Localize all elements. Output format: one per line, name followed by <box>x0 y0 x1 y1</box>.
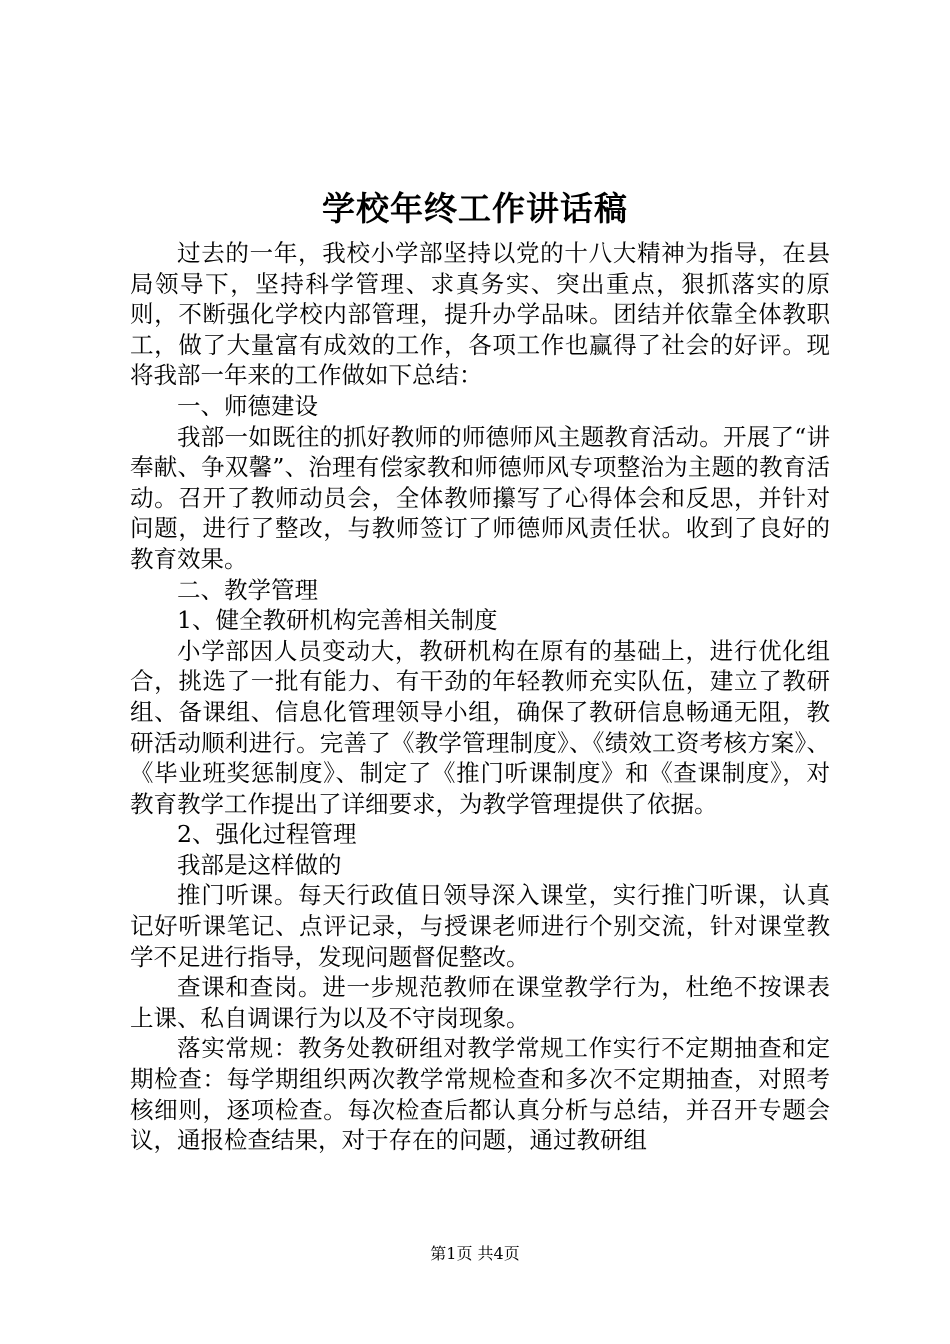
paragraph: 我部一如既往的抓好教师的师德师风主题教育活动。开展了“讲奉献、争双馨”、治理有偿家教和师德师风专项整治为主题的教育活动。召开了教师动员会，全体教师攥写了心得体会和反思，并针对问题，进行了整改，与教师签订了师德师风责任状。收到了良好的教育效果。 <box>130 422 830 573</box>
document-body <box>130 238 830 1156</box>
paragraph: 落实常规：教务处教研组对教学常规工作实行不定期抽查和定期检查：每学期组织两次教学常规检查和多次不定期抽查，对照考核细则，逐项检查。每次检查后都认真分析与总结，并召开专题会议，通报检查结果，对于存在的问题，通过教研组 <box>130 1034 830 1155</box>
subsection-heading: 1、健全教研机构完善相关制度 <box>177 606 498 635</box>
paragraph: 推门听课。每天行政值日领导深入课堂，实行推门听课，认真记好听课笔记、点评记录，与授课老师进行个别交流，针对课堂教学不足进行指导，发现问题督促整改。 <box>130 881 830 971</box>
document-title: 学校年终工作讲话稿 <box>322 189 628 228</box>
subsection-heading: 2、强化过程管理 <box>177 820 357 849</box>
paragraph: 小学部因人员变动大，教研机构在原有的基础上，进行优化组合，挑选了一批有能力、有干劲的年轻教师充实队伍，建立了教研组、备课组、信息化管理领导小组，确保了教研信息畅通无阻，教研活动顺利进行。完善了《教学管理制度》、《绩效工资考核方案》、《毕业班奖惩制度》、制定了《推门听课制度》和《查课制度》，对教育教学工作提出了详细要求，为教学管理提供了依据。 <box>130 636 830 818</box>
paragraph: 我部是这样做的 <box>177 850 342 879</box>
paragraph: 过去的一年，我校小学部坚持以党的十八大精神为指导，在县局领导下，坚持科学管理、求真务实、突出重点，狠抓落实的原则，不断强化学校内部管理，提升办学品味。团结并依靠全体教职工，做了大量富有成效的工作，各项工作也赢得了社会的好评。现将我部一年来的工作做如下总结： <box>130 239 830 390</box>
paragraph: 查课和查岗。进一步规范教师在课堂教学行为，杜绝不按课表上课、私自调课行为以及不守岗现象。 <box>130 973 830 1032</box>
section-heading: 二、教学管理 <box>177 575 318 604</box>
page-footer: 第1页 共4页 <box>430 1244 520 1263</box>
section-heading: 一、师德建设 <box>177 391 318 420</box>
